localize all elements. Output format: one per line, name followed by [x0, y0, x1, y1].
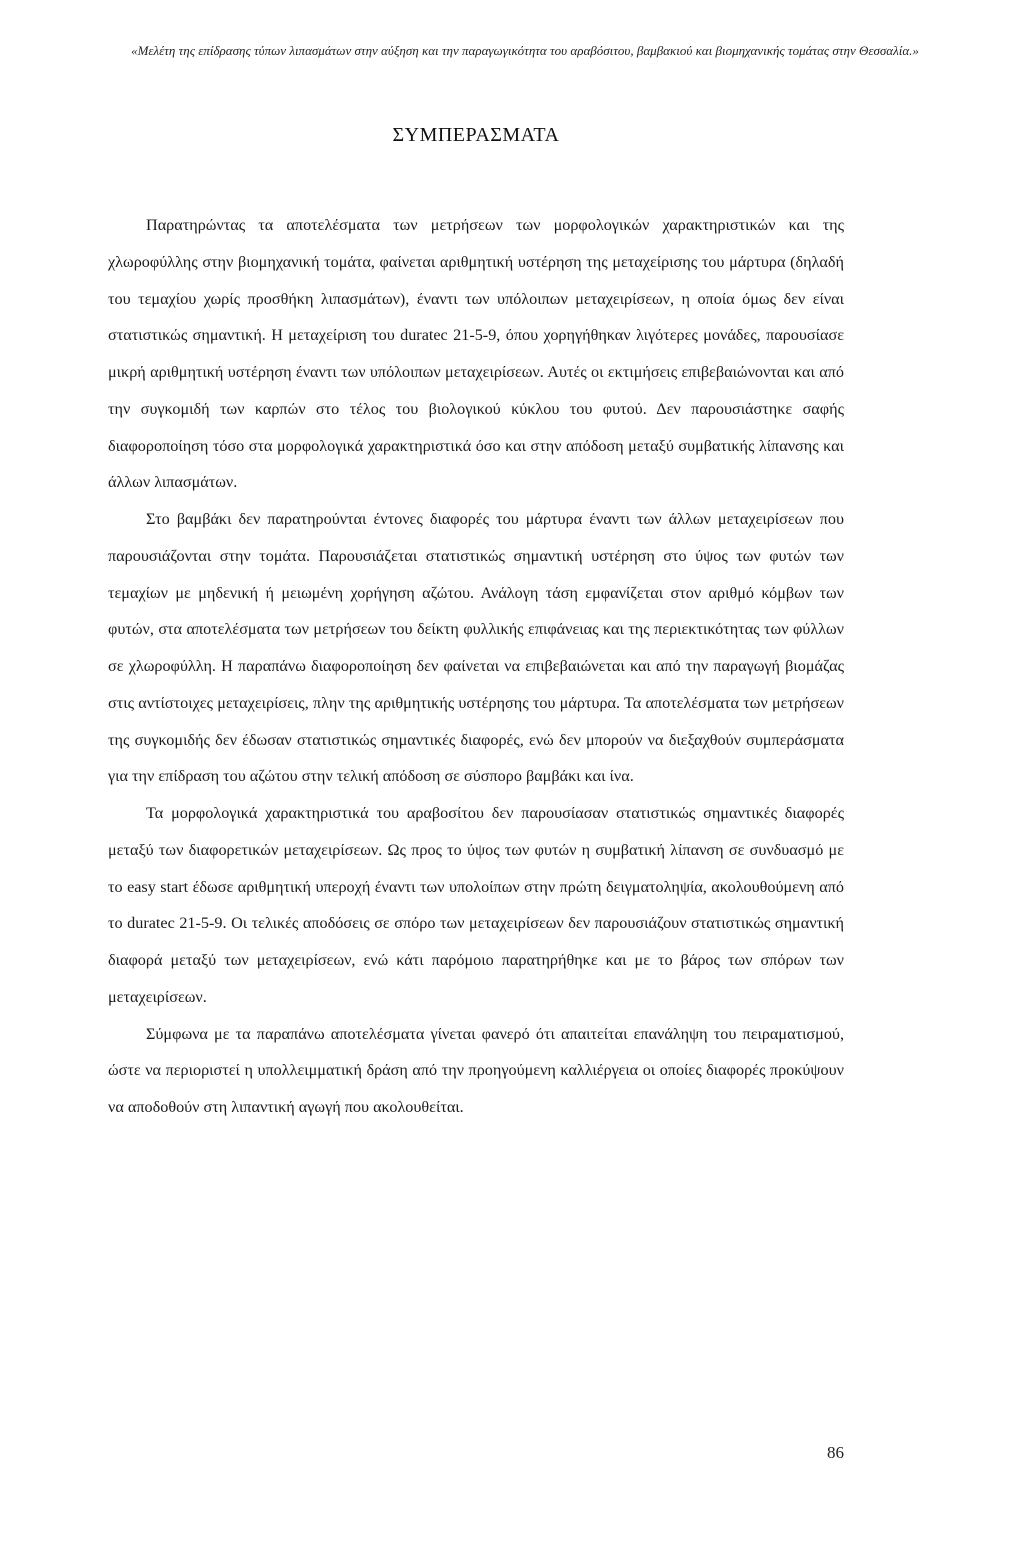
paragraph-tomato: Παρατηρώντας τα αποτελέσματα των μετρήσεων των μορφολογικών χαρακτηριστικών και της χλωροφύλλης στην βιομηχανική τομάτα, φαίνεται αριθμητική υστέρηση της μεταχείρισης του μάρτυρα (δηλαδή του τεμαχίου χωρίς προσθήκη λιπασμάτων), έναντι των υπόλοιπων μεταχειρίσεων, η οποία όμως δεν είναι στατιστικώς σημαντική. Η μεταχείριση του duratec 21-5-9, όπου χορηγήθηκαν λιγότερες μονάδες, παρουσίασε μικρή αριθμητική υστέρηση έναντι των υπόλοιπων μεταχειρίσεων. Αυτές οι εκτιμήσεις επιβεβαιώνονται και από την συγκομιδή των καρπών στο τέλος του βιολογικού κύκλου του φυτού. Δεν παρουσιάστηκε σαφής διαφοροποίηση τόσο στα μορφολογικά χαρακτηριστικά όσο και στην απόδοση μεταξύ συμβατικής λίπανσης και άλλων λιπασμάτων. — [108, 216, 844, 492]
running-header: «Μελέτη της επίδρασης τύπων λιπασμάτων στην αύξηση και την παραγωγικότητα του αραβόσιτου, βαμβακιού και βιομηχανικής τομάτας στην Θεσσαλία.» — [131, 43, 919, 58]
paragraph-cotton: Στο βαμβάκι δεν παρατηρούνται έντονες διαφορές του μάρτυρα έναντι των άλλων μεταχειρίσεων που παρουσιάζονται στην τομάτα. Παρουσιάζεται στατιστικώς σημαντική υστέρηση στο ύψος των φυτών των τεμαχίων με μηδενική ή μειωμένη χορήγηση αζώτου. Ανάλογη τάση εμφανίζεται στον αριθμό κόμβων των φυτών, στα αποτελέσματα των μετρήσεων του δείκτη φυλλικής επιφάνειας και της περιεκτικότητας των φύλλων σε χλωροφύλλη. Η παραπάνω διαφοροποίηση δεν φαίνεται να επιβεβαιώνεται και από την παραγωγή βιομάζας στις αντίστοιχες μεταχειρίσεις, πλην της αριθμητικής υστέρησης του μάρτυρα. Τα αποτελέσματα των μετρήσεων της συγκομιδής δεν έδωσαν στατιστικώς σημαντικές διαφορές, ενώ δεν μπορούν να διεξαχθούν συμπεράσματα για την επίδραση του αζώτου στην τελική απόδοση σε σύσπορο βαμβάκι και ίνα. — [108, 510, 844, 786]
page-number: 86 — [827, 1443, 844, 1462]
paragraph-conclusion: Σύμφωνα με τα παραπάνω αποτελέσματα γίνεται φανερό ότι απαιτείται επανάληψη του πειραματισμού, ώστε να περιοριστεί η υπολλειμματική δράση από την προηγούμενη καλλιέργεια οι οποίες διαφορές προκύψουν να αποδοθούν στη λιπαντική αγωγή που ακολουθείται. — [108, 1024, 844, 1116]
paragraph-maize: Τα μορφολογικά χαρακτηριστικά του αραβοσίτου δεν παρουσίασαν στατιστικώς σημαντικές διαφορές μεταξύ των διαφορετικών μεταχειρίσεων. Ως προς το ύψος των φυτών η συμβατική λίπανση σε συνδυασμό με το easy start έδωσε αριθμητική υπεροχή έναντι των υπολοίπων στην πρώτη δειγματοληψία, ακολουθούμενη από το duratec 21-5-9. Οι τελικές αποδόσεις σε σπόρο των μεταχειρίσεων δεν παρουσιάζουν στατιστικώς σημαντική διαφορά μεταξύ των μεταχειρίσεων, ενώ κάτι παρόμοιο παρατηρήθηκε και με το βάρος των σπόρων των μεταχειρίσεων. — [108, 804, 844, 1006]
section-title: ΣΥΜΠΕΡΑΣΜΑΤΑ — [392, 124, 560, 146]
body-text — [108, 207, 844, 1126]
